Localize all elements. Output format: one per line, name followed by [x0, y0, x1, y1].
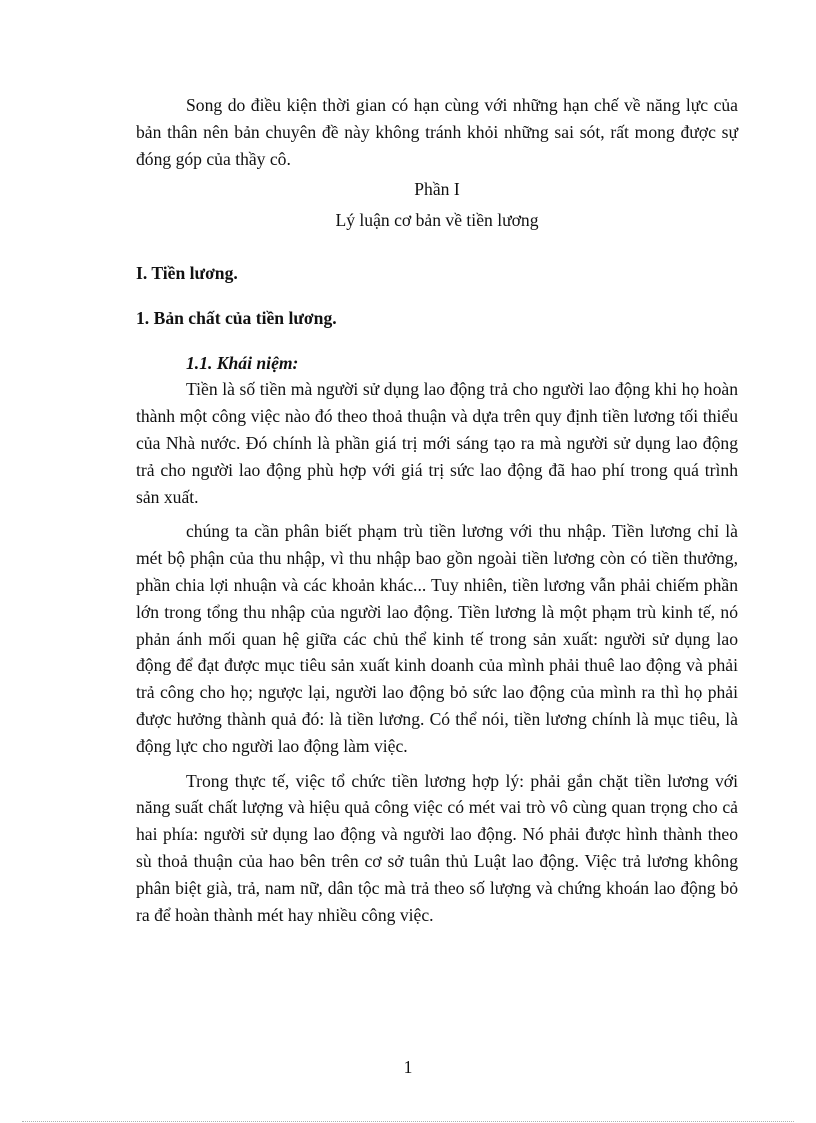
intro-paragraph: Song do điều kiện thời gian có hạn cùng với những hạn chế về năng lực của bản thân nên bản chuyên đề này không tránh khỏi những sai sót, rất mong được sự đóng góp của thầy cô. — [136, 95, 738, 169]
section-heading-1: I. Tiền lương. — [136, 262, 238, 283]
body-paragraph-1: Tiền là số tiền mà người sử dụng lao động trả cho người lao động khi họ hoàn thành một công việc nào đó theo thoả thuận và dựa trên quy định tiền lương tối thiểu của Nhà nước. Đó chính là phần giá trị mới sáng tạo ra mà người sử dụng lao động trả cho người lao động phù hợp với giá trị sức lao động đã hao phí trong quá trình sản xuất. — [136, 379, 738, 507]
body-paragraph-3: Trong thực tế, việc tổ chức tiền lương hợp lý: phải gắn chặt tiền lương với năng suất chất lượng và hiệu quả công việc có mét vai trò vô cùng quan trọng cho cả hai phía: người sử dụng lao động và người lao động. Nó phải được hình thành theo sù thoả thuận của hao bên trên cơ sở tuân thủ Luật lao động. Việc trả lương không phân biệt già, trả, nam nữ, dân tộc mà trả theo số lượng và chứng khoán lao động bỏ ra để hoàn thành mét hay nhiều công việc. — [136, 770, 738, 925]
part-title: Phần I — [414, 179, 460, 200]
page-number: 1 — [403, 1057, 413, 1077]
section-heading-2: 1. Bản chất của tiền lương. — [136, 307, 337, 328]
part-subtitle: Lý luận cơ bản về tiền lương — [335, 210, 539, 231]
footer-divider — [22, 1121, 794, 1122]
section-heading-3: 1.1. Khái niệm: — [186, 352, 299, 373]
body-paragraph-2: chúng ta cần phân biết phạm trù tiền lương với thu nhập. Tiền lương chỉ là mét bộ phận của thu nhập, vì thu nhập bao gồn ngoài tiền lương còn có tiền thưởng, phần chia lợi nhuận và các khoản khác... Tuy nhiên, tiền lương vẫn phải chiếm phần lớn trong tổng thu nhập của người lao động. Tiền lương là một phạm trù kinh tế, nó phản ánh mối quan hệ giữa các chủ thể kinh tế trong sản xuất: người sử dụng lao động để đạt được mục tiêu sản xuất kinh doanh của mình phải thuê lao động và phải trả công cho họ; ngược lại, người lao động bỏ sức lao động của mình ra thì họ phải được hưởng thành quả đó: là tiền lương. Có thể nói, tiền lương chính là mục tiêu, là động lực cho người lao động làm việc. — [136, 521, 738, 756]
page-content — [136, 92, 738, 928]
